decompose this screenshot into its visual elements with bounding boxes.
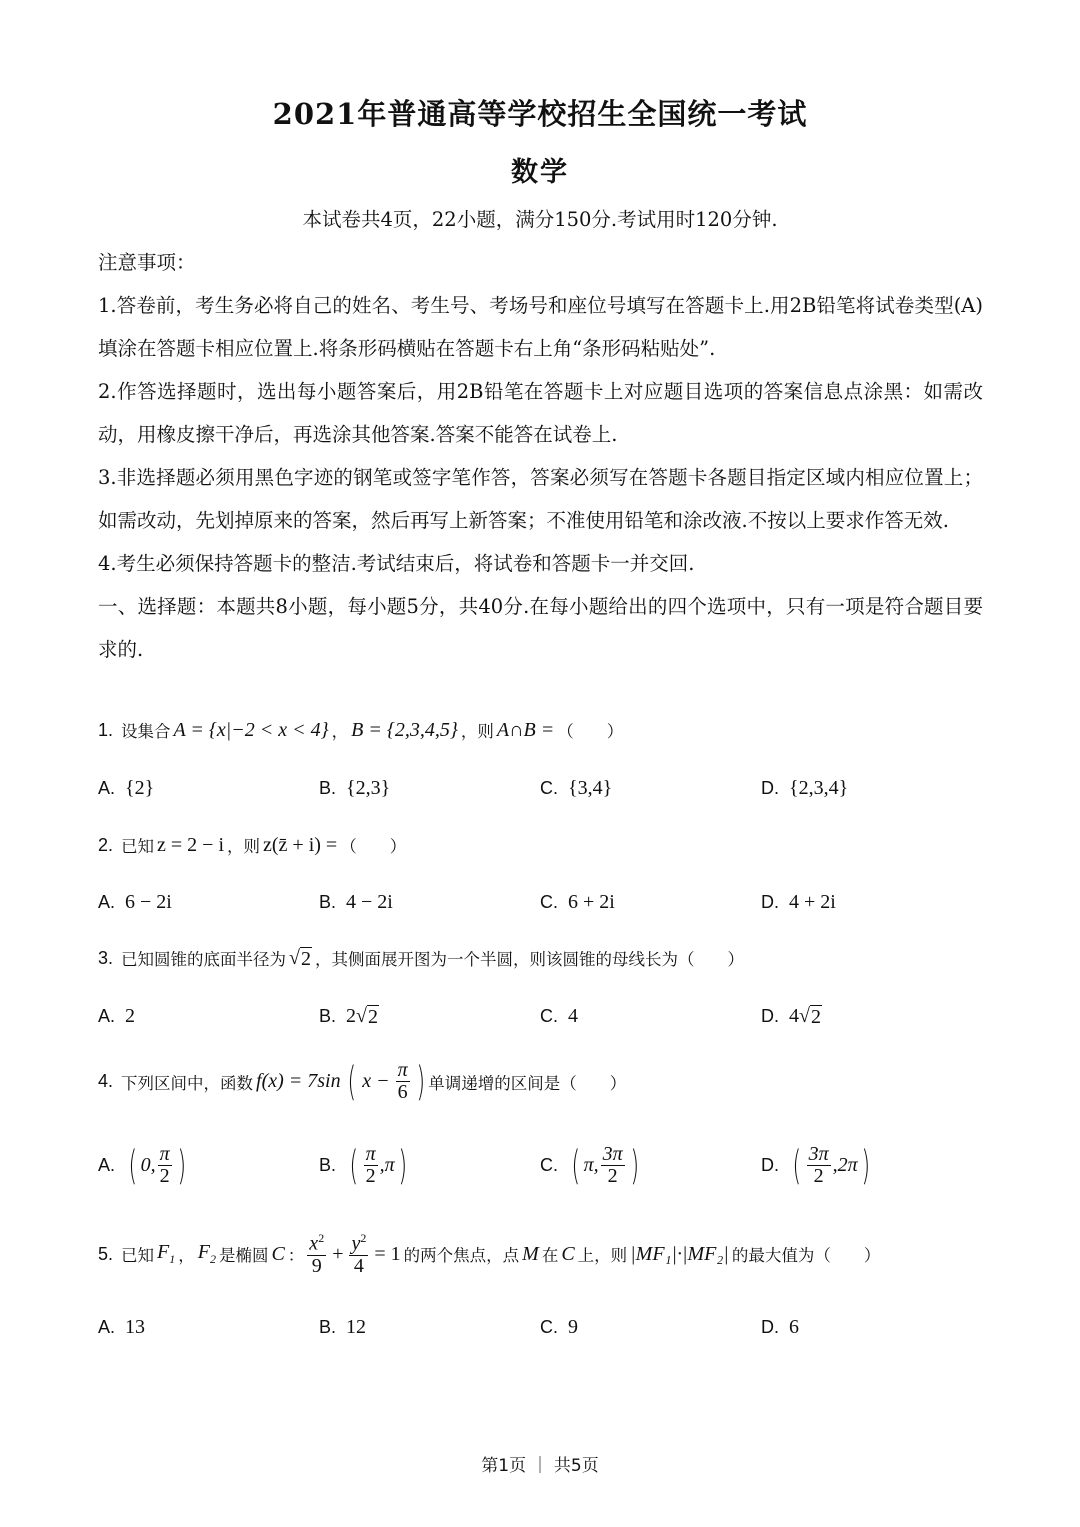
right-paren: )	[177, 1142, 186, 1189]
point-m: M	[522, 1242, 539, 1265]
fraction-denominator: 2	[607, 1165, 618, 1187]
exam-title: 2021年普通高等学校招生全国统一考试	[272, 97, 808, 131]
q3-option-b	[319, 1005, 379, 1028]
q5-option-d	[761, 1316, 799, 1339]
interval-fraction	[364, 1144, 378, 1187]
question-text: 下列区间中，函数	[121, 1073, 254, 1093]
product-expr: |MF₁|·|MF₂|	[630, 1242, 729, 1265]
option-label: D.	[761, 778, 779, 798]
option-value: 4	[789, 1005, 799, 1027]
radicand: 2	[810, 1006, 821, 1028]
set-b: B = {2,3,4,5}	[351, 718, 458, 741]
question-text: 已知圆锥的底面半径为	[121, 950, 287, 969]
interval-fraction	[158, 1144, 172, 1187]
fraction-denominator: 6	[397, 1081, 408, 1103]
question-number: 2.	[98, 834, 114, 855]
question-number: 4.	[98, 1071, 114, 1091]
fraction-numerator	[307, 1232, 326, 1256]
q2-option-d	[761, 891, 836, 914]
notes-heading: 注意事项：	[98, 251, 196, 274]
interval-right: ,π	[379, 1154, 395, 1176]
q1-option-a	[98, 777, 154, 800]
function-expr: f(x) = 7sin	[256, 1070, 341, 1092]
q2-option-a	[98, 891, 172, 914]
question-number: 3.	[98, 947, 114, 968]
q3-option-c	[540, 1005, 578, 1028]
question-text: 单调递增的区间是	[428, 1073, 561, 1093]
q4-option-c	[540, 1144, 642, 1187]
variable-x: x	[309, 1232, 319, 1255]
y-fraction	[349, 1232, 368, 1277]
left-paren: (	[349, 1142, 359, 1189]
left-paren: (	[347, 1058, 356, 1105]
option-label: A.	[98, 1155, 116, 1175]
right-paren: )	[416, 1058, 425, 1105]
right-paren: )	[630, 1142, 639, 1189]
option-value: {3,4}	[568, 777, 613, 799]
question-2	[98, 833, 406, 857]
fraction-numerator: 3π	[808, 1143, 829, 1165]
separator: ，	[178, 1246, 195, 1266]
option-label: A.	[98, 892, 116, 912]
exam-intro: 本试卷共4页，22小题，满分150分.考试用时120分钟.	[302, 208, 778, 231]
fraction-numerator: π	[159, 1143, 170, 1165]
fraction-numerator	[349, 1232, 368, 1256]
x-fraction	[307, 1232, 326, 1277]
q4-option-b	[319, 1144, 410, 1187]
question-text: ，则	[460, 722, 494, 741]
answer-paren: （ ）	[678, 950, 744, 969]
option-label: D.	[761, 892, 779, 912]
question-text: 在	[541, 1246, 559, 1266]
option-value: 9	[568, 1316, 578, 1338]
focus-symbol: F	[197, 1241, 210, 1264]
question-1	[98, 718, 623, 742]
q2-option-c	[540, 891, 615, 914]
focus-subscript: 2	[209, 1252, 216, 1267]
q5-option-b	[319, 1316, 366, 1339]
right-paren: )	[398, 1142, 407, 1189]
option-label: C.	[540, 778, 558, 798]
option-label: C.	[540, 892, 558, 912]
interval-fraction	[807, 1144, 831, 1187]
separator: ，	[331, 722, 349, 741]
option-label: C.	[540, 1155, 558, 1175]
ellipse-name: C	[271, 1242, 285, 1265]
focus-subscript: 1	[169, 1252, 176, 1267]
exponent: 2	[318, 1231, 325, 1245]
exponent: 2	[360, 1231, 367, 1245]
question-text: ，其侧面展开图为一个半圆，则该圆锥的母线长为	[315, 950, 678, 969]
intersection-expr: A∩B =	[496, 718, 555, 741]
focus-f2	[198, 1241, 216, 1267]
right-paren: )	[861, 1142, 870, 1189]
left-paren: (	[792, 1142, 802, 1189]
note-4: 4.考生必须保持答题卡的整洁.考试结束后，将试卷和答题卡一并交回.	[98, 552, 695, 575]
option-value: 2	[125, 1005, 136, 1027]
option-label: C.	[540, 1006, 558, 1026]
option-label: A.	[98, 1317, 116, 1337]
plus-sign: +	[332, 1242, 344, 1265]
option-value: {2,3,4}	[789, 777, 849, 799]
question-text: 的两个焦点，点	[403, 1246, 520, 1266]
option-value: {2}	[125, 777, 155, 799]
option-value: 12	[346, 1316, 367, 1338]
option-label: B.	[319, 892, 337, 912]
fraction-denominator: 9	[311, 1254, 322, 1277]
q4-option-d	[761, 1144, 873, 1187]
question-3	[98, 946, 744, 970]
option-value: 13	[125, 1316, 146, 1338]
fraction-denominator: 2	[813, 1165, 824, 1187]
interval-fraction	[601, 1144, 625, 1187]
question-text: ，则	[227, 837, 261, 856]
z-expression: z(z̄ + i) =	[263, 833, 338, 856]
question-text: 上，则	[577, 1246, 628, 1266]
page-footer: 第1页 ｜ 共5页	[481, 1456, 599, 1476]
question-text: 的最大值为	[731, 1246, 815, 1266]
option-label: B.	[319, 778, 337, 798]
fraction-denominator: 4	[353, 1254, 364, 1277]
equals-one: = 1	[374, 1242, 401, 1265]
option-value: {2,3}	[346, 777, 391, 799]
ellipse-name: C	[561, 1242, 575, 1265]
focus-symbol: F	[157, 1241, 170, 1264]
answer-paren: （ ）	[814, 1246, 881, 1266]
q1-option-b	[319, 777, 390, 800]
subject-title: 数学	[511, 157, 569, 188]
q4-option-a	[98, 1144, 189, 1187]
answer-paren: （ ）	[560, 1073, 627, 1093]
section-heading: 一、选择题：本题共8小题，每小题5分，共40分.在每小题给出的四个选项中，只有一项是符合题目要求的.	[98, 595, 983, 661]
q5-option-c	[540, 1316, 578, 1339]
option-label: B.	[319, 1006, 337, 1026]
question-number: 1.	[98, 719, 114, 740]
option-value: 4 − 2i	[346, 891, 393, 913]
radical-expr: √ 2	[799, 1005, 821, 1028]
note-1: 1.答卷前，考生务必将自己的姓名、考生号、考场号和座位号填写在答题卡上.用2B铅笔将试卷类型(A)填涂在答题卡相应位置上.将条形码横贴在答题卡右上角“条形码粘贴处”.	[98, 294, 983, 360]
radicand: 2	[368, 1006, 378, 1028]
interval-left: 0,	[140, 1154, 156, 1176]
pi-over-six	[396, 1060, 410, 1103]
q1-option-d	[761, 777, 848, 800]
question-text: 设集合	[121, 722, 171, 741]
left-paren: (	[128, 1142, 138, 1189]
question-number: 5.	[98, 1243, 114, 1264]
q5-option-a	[98, 1316, 145, 1339]
option-label: C.	[540, 1317, 558, 1337]
option-value: 2	[346, 1005, 357, 1027]
question-5	[98, 1232, 880, 1277]
option-label: D.	[761, 1155, 779, 1175]
radicand: 2	[301, 947, 311, 970]
set-a: A = {x|−2 < x < 4}	[173, 718, 329, 741]
fraction-numerator: π	[365, 1143, 376, 1165]
interval-left: π,	[583, 1154, 599, 1176]
fraction-numerator: π	[397, 1059, 408, 1081]
option-value: 6	[789, 1316, 799, 1338]
question-4	[98, 1060, 626, 1103]
note-2: 2.作答选择题时，选出每小题答案后，用2B铅笔在答题卡上对应题目选项的答案信息点涂黑：如需改动，用橡皮擦干净后，再选涂其他答案.答案不能答在试卷上.	[98, 380, 983, 446]
radical-expr: √ 2	[356, 1005, 378, 1028]
fraction-denominator: 2	[159, 1165, 170, 1187]
fraction-denominator: 2	[365, 1165, 376, 1187]
q3-option-d	[761, 1005, 822, 1028]
option-label: D.	[761, 1317, 779, 1337]
separator: ：	[287, 1246, 305, 1266]
option-value: 6 − 2i	[125, 891, 172, 913]
focus-f1	[157, 1241, 175, 1267]
option-value: 4	[568, 1005, 578, 1027]
question-text: 已知	[121, 837, 155, 856]
answer-paren: （ ）	[557, 722, 624, 741]
radical-expr: √ 2	[289, 946, 311, 970]
q3-option-a	[98, 1005, 135, 1028]
left-paren: (	[571, 1142, 581, 1189]
notes-section	[98, 241, 983, 671]
q2-option-b	[319, 891, 393, 914]
note-3: 3.非选择题必须用黑色字迹的钢笔或签字笔作答，答案必须写在答题卡各题目指定区域内相应位置上；如需改动，先划掉原来的答案，然后再写上新答案；不准使用铅笔和涂改液.不按以上要求作答无效.	[98, 466, 983, 532]
x-minus: x −	[362, 1070, 390, 1092]
q1-option-c	[540, 777, 612, 800]
option-label: A.	[98, 778, 116, 798]
answer-paren: （ ）	[340, 837, 407, 856]
option-label: B.	[319, 1317, 337, 1337]
question-text: 是椭圆	[218, 1246, 269, 1266]
fraction-numerator: 3π	[602, 1143, 623, 1165]
variable-y: y	[351, 1232, 361, 1255]
option-label: A.	[98, 1006, 116, 1026]
option-value: 4 + 2i	[789, 891, 836, 913]
interval-right: ,2π	[832, 1154, 858, 1176]
option-label: B.	[319, 1155, 337, 1175]
z-definition: z = 2 − i	[157, 833, 225, 856]
option-value: 6 + 2i	[568, 891, 615, 913]
option-label: D.	[761, 1006, 779, 1026]
question-text: 已知	[121, 1246, 155, 1266]
